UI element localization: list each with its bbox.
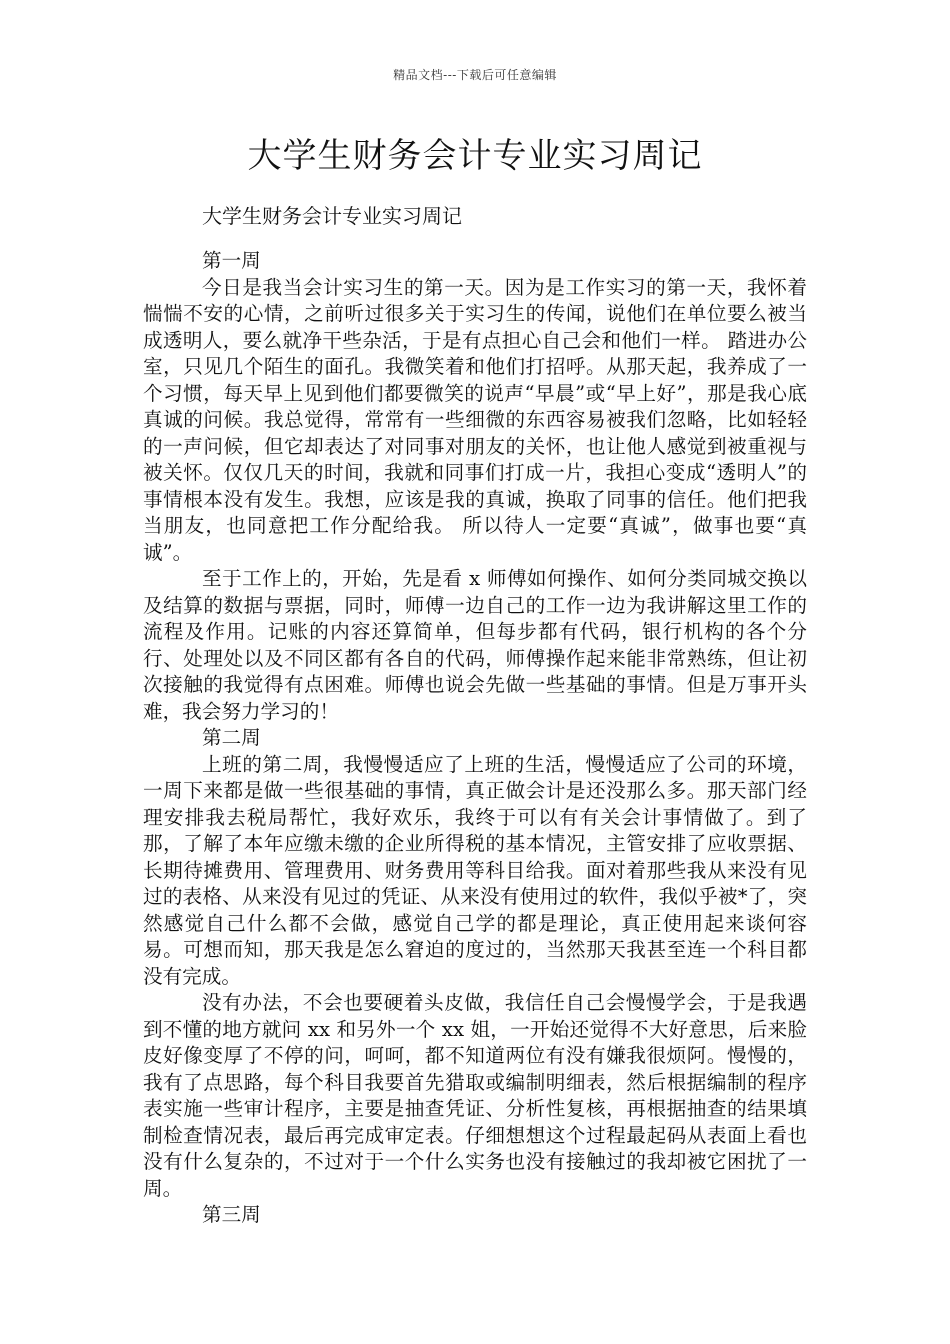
page-title: 大学生财务会计专业实习周记 xyxy=(247,136,703,176)
paragraph: 至于工作上的，开始，先是看 x 师傅如何操作、如何分类同城交换以及结算的数据与票据，同时，师傅一边自己的工作一边为我讲解这里工作的流程及作用。记账的内容还算简单，但每步都有代码，银行机构的各个分行、处理处以及不同区都有各自的代码，师傅操作起来能非常熟练，但让初次接触的我觉得有点困难。师傅也说会先做一些基础的事情。但是万事开头难，我会努力学习的！ xyxy=(143,567,807,723)
week-heading-3: 第三周 xyxy=(202,1203,261,1226)
paragraph: 没有办法，不会也要硬着头皮做，我信任自己会慢慢学会，于是我遇到不懂的地方就问 xx 和另外一个 xx 姐，一开始还觉得不大好意思，后来脸皮好像变厚了不停的问，呵呵，都不知道两位有没有嫌我很烦阿。慢慢的，我有了点思路，每个科目我要首先猎取或编制明细表，然后根据编制的程序表实施一些审计程序，主要是抽查凭证、分析性复核，再根据抽查的结果填制检查情况表，最后再完成审定表。仔细想想这个过程最起码从表面上看也没有什么复杂的，不过对于一个什么实务也没有接触过的我却被它困扰了一周。 xyxy=(143,991,807,1200)
week-heading-1: 第一周 xyxy=(202,249,261,272)
week-heading-2: 第二周 xyxy=(202,726,261,749)
document-subtitle: 大学生财务会计专业实习周记 xyxy=(202,204,462,228)
paragraph: 上班的第二周，我慢慢适应了上班的生活，慢慢适应了公司的环境，一周下来都是做一些很基础的事情，真正做会计是还没那么多。那天部门经理安排我去税局帮忙，我好欢乐，我终于可以有有关会计事情做了。到了那，了解了本年应缴未缴的企业所得税的基本情况，主管安排了应收票据、长期待摊费用、管理费用、财务费用等科目给我。面对着那些我从来没有见过的表格、从来没有见过的凭证、从来没有使用过的软件，我似乎被*了，突然感觉自己什么都不会做，感觉自己学的都是理论，真正使用起来谈何容易。可想而知，那天我是怎么窘迫的度过的，当然那天我甚至连一个科目都没有完成。 xyxy=(143,752,807,988)
document-body xyxy=(143,248,807,1229)
paragraph: 今日是我当会计实习生的第一天。因为是工作实习的第一天，我怀着惴惴不安的心情，之前听过很多关于实习生的传闻，说他们在单位要么被当成透明人，要么就净干些杂活，于是有点担心自己会和他们一样。 踏进办公室，只见几个陌生的面孔。我微笑着和他们打招呼。从那天起，我养成了一个习惯，每天早上见到他们都要微笑的说声“早晨”或“早上好”，那是我心底真诚的问候。我总觉得，常常有一些细微的东西容易被我们忽略，比如轻轻的一声问候，但它却表达了对同事对朋友的关怀，也让他人感觉到被重视与被关怀。仅仅几天的时间，我就和同事们打成一片，我担心变成“透明人”的事情根本没有发生。我想，应该是我的真诚，换取了同事的信任。他们把我当朋友，也同意把工作分配给我。 所以待人一定要“真诚”，做事也要“真诚”。 xyxy=(143,275,807,564)
header-note: 精品文档---下载后可任意编辑 xyxy=(393,68,557,82)
